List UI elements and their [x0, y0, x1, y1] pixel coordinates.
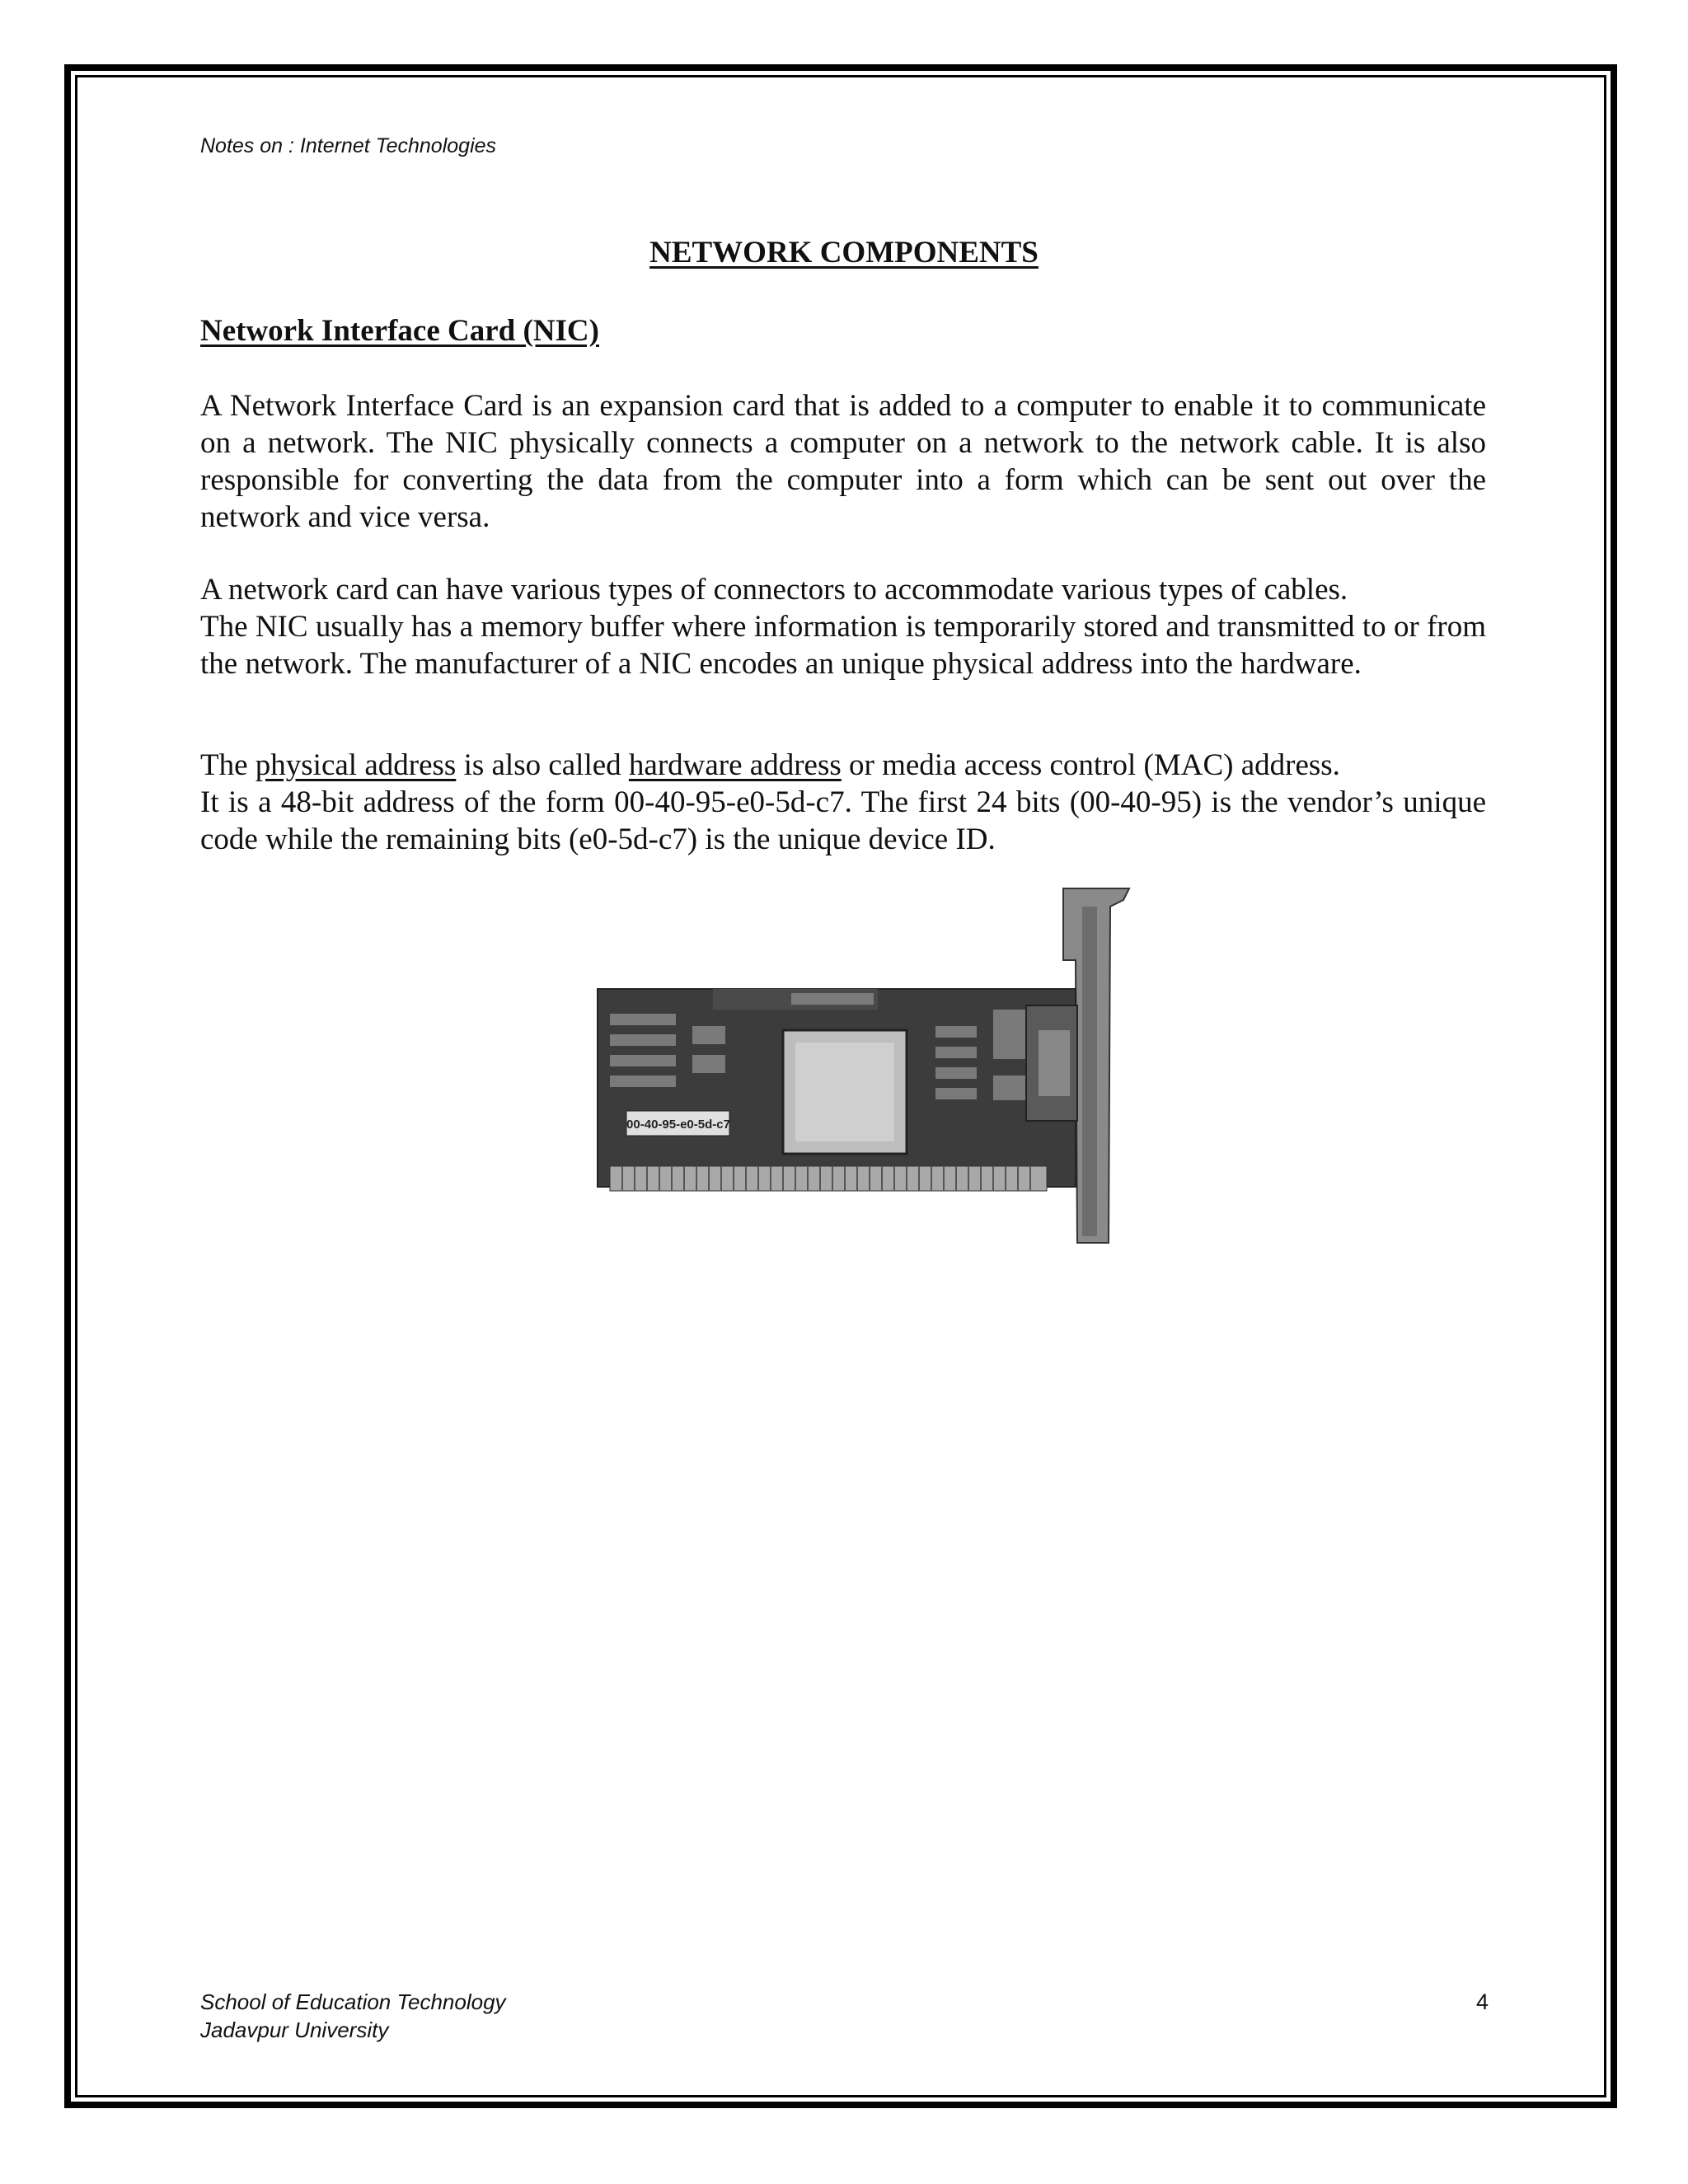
footer-university: Jadavpur University — [200, 2018, 389, 2042]
paragraph-connectors-line: A network card can have various types of connectors to accommodate various types of cables. — [200, 573, 1348, 607]
page-title: NETWORK COMPONENTS — [649, 236, 1039, 269]
text-fragment: The — [200, 748, 256, 782]
paragraph-connectors — [200, 571, 1486, 682]
text-fragment: or media access control (MAC) address. — [841, 748, 1340, 782]
term-hardware-address: hardware address — [628, 748, 842, 782]
term-physical-address: physical address — [255, 748, 457, 782]
mac-label-text: 00-40-95-e0-5d-c7 — [626, 1118, 730, 1132]
footer-school: School of Education Technology — [200, 1990, 506, 2014]
paragraph-mac-format: It is a 48-bit address of the form 00-40-95-e0-5d-c7. The first 24 bits (00-40-95) is the vendor’s unique code while the remaining bits (e0-5d-c7) is the unique device ID. — [200, 785, 1486, 856]
paragraph-buffer: The NIC usually has a memory buffer where information is temporarily stored and transmitted to or from the network. The manufacturer of a NIC encodes an unique physical address into the hardware. — [200, 610, 1486, 681]
nic-card-illustration — [589, 882, 1133, 1253]
paragraph-mac-address — [200, 747, 1486, 858]
section-heading: Network Interface Card (NIC) — [200, 314, 599, 348]
footer-institution — [200, 1988, 506, 2044]
page-number: 4 — [1475, 1990, 1489, 2014]
header-note: Notes on : Internet Technologies — [200, 134, 497, 157]
paragraph-mac-line — [200, 747, 1486, 784]
text-fragment: is also called — [456, 748, 629, 782]
paragraph-nic-definition: A Network Interface Card is an expansion card that is added to a computer to enable it to communicate on a network. The NIC physically connects a computer on a network to the network cable. It is also responsible for converting the data from the computer into a form which can be sent out over the network and vice versa. — [200, 389, 1486, 534]
